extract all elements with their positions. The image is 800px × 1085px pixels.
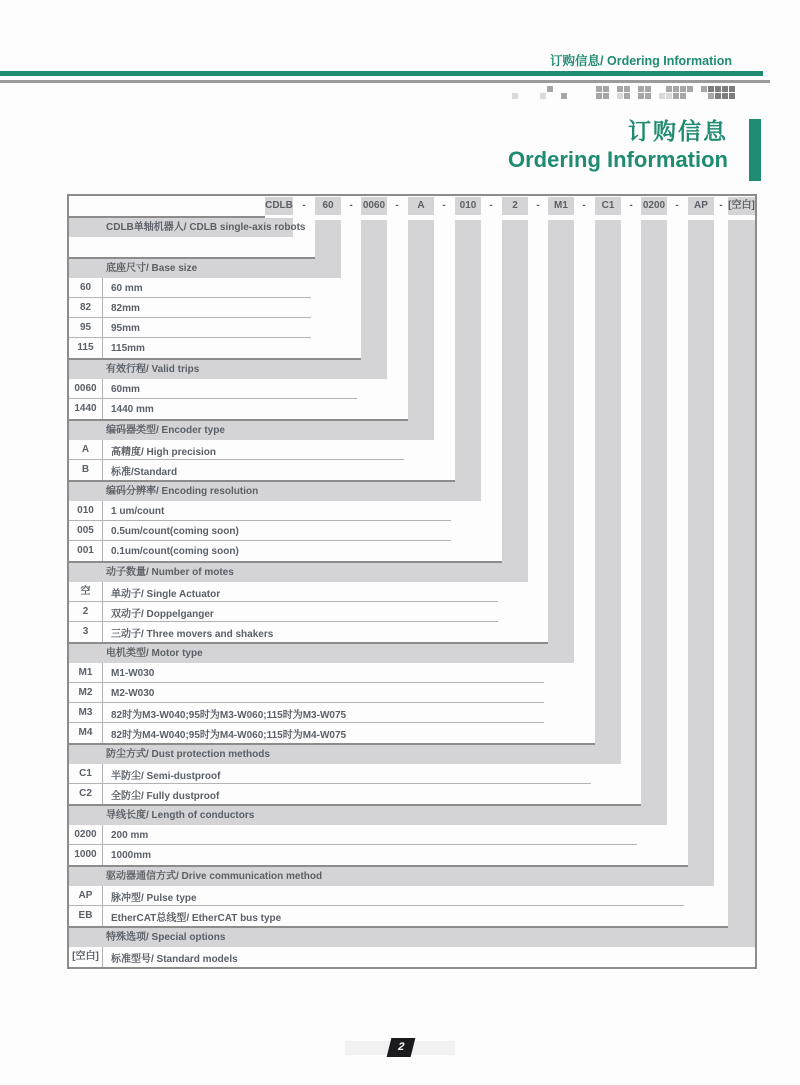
table-row: [69, 298, 755, 318]
option-label: M2-W030: [111, 687, 155, 699]
section-header: 特殊选项/ Special options: [69, 928, 755, 947]
section-dust-protection: [69, 743, 755, 804]
option-label: 三动子/ Three movers and shakers: [111, 628, 274, 640]
option-label: 200 mm: [111, 829, 149, 841]
option-label: 双动子/ Doppelganger: [111, 608, 214, 620]
option-label: 82mm: [111, 302, 140, 314]
option-code: M2: [69, 683, 103, 703]
pixel-decoration-row: [512, 86, 735, 92]
section-header: 编码器类型/ Encoder type: [69, 421, 434, 440]
model-segment: M1: [548, 197, 574, 215]
section-header: 防尘方式/ Dust protection methods: [69, 745, 621, 764]
table-row: [69, 723, 755, 743]
section-header: CDLB单轴机器人/ CDLB single-axis robots: [69, 218, 293, 237]
option-code: 3: [69, 622, 103, 642]
table-row: [69, 622, 755, 642]
table-row: [69, 582, 755, 602]
gray-rule: [0, 80, 770, 83]
segment-separator: -: [489, 200, 493, 211]
section-header: 动子数量/ Number of motes: [69, 563, 528, 582]
table-row: [69, 663, 755, 683]
section-motor-type: [69, 642, 755, 743]
segment-separator: -: [719, 200, 723, 211]
table-row: [69, 460, 755, 480]
pixel-decoration: [512, 86, 735, 100]
table-row: [69, 906, 755, 926]
option-label: EtherCAT总线型/ EtherCAT bus type: [111, 912, 282, 924]
table-row: [69, 764, 755, 784]
option-code: 001: [69, 541, 103, 561]
segment-separator: -: [349, 200, 353, 211]
table-row: [69, 501, 755, 521]
table-row: [69, 784, 755, 804]
table-row: [69, 825, 755, 845]
table-row: [69, 703, 755, 723]
option-label: 标准型号/ Standard models: [111, 953, 238, 965]
section-valid-trips: [69, 358, 755, 419]
option-code: 2: [69, 602, 103, 622]
table-row: [69, 379, 755, 399]
table-row: [69, 947, 755, 967]
option-label: 单动子/ Single Actuator: [111, 588, 221, 600]
section-header: 底座尺寸/ Base size: [69, 259, 341, 278]
model-segment: AP: [688, 197, 714, 215]
segment-separator: -: [582, 200, 586, 211]
option-label: 标准/Standard: [111, 466, 178, 478]
section-header: 电机类型/ Motor type: [69, 644, 574, 663]
option-code: 1000: [69, 845, 103, 865]
ordering-code-table: [67, 194, 757, 969]
option-label: 115mm: [111, 342, 145, 354]
option-label: 全防尘/ Fully dustproof: [111, 790, 220, 802]
option-label: 1 um/count: [111, 505, 165, 517]
option-code: 0060: [69, 379, 103, 399]
model-segment: 60: [315, 197, 341, 215]
option-label: 95mm: [111, 322, 140, 334]
option-label: 高精度/ High precision: [111, 446, 217, 458]
page-number-badge: 2: [387, 1038, 416, 1057]
section-encoding-resolution: [69, 480, 755, 561]
option-code: 005: [69, 521, 103, 541]
section-product-family: [69, 216, 755, 257]
option-label: 82时为M4-W040;95时为M4-W060;115时为M4-W075: [111, 729, 347, 741]
model-segment: 010: [455, 197, 481, 215]
option-label: 脉冲型/ Pulse type: [111, 892, 197, 904]
section-base-size: [69, 257, 755, 358]
option-code: 0200: [69, 825, 103, 845]
option-code: A: [69, 440, 103, 460]
table-row: [69, 440, 755, 460]
segment-separator: -: [302, 200, 306, 211]
model-number-row: [69, 196, 755, 216]
section-encoder-type: [69, 419, 755, 480]
model-segment: A: [408, 197, 434, 215]
option-label: 0.5um/count(coming soon): [111, 525, 239, 537]
option-code: C1: [69, 764, 103, 784]
model-segment: 2: [502, 197, 528, 215]
option-code: M3: [69, 703, 103, 723]
segment-separator: -: [395, 200, 399, 211]
model-segment: C1: [595, 197, 621, 215]
running-header: 订购信息/ Ordering Information: [550, 54, 732, 68]
option-code: 1440: [69, 399, 103, 419]
table-row: [69, 541, 755, 561]
table-row: [69, 602, 755, 622]
model-segment: [空白]: [728, 197, 755, 215]
option-code: AP: [69, 886, 103, 906]
model-segment: 0200: [641, 197, 667, 215]
table-row: [69, 683, 755, 703]
option-label: 60 mm: [111, 282, 143, 294]
section-special-options: [69, 926, 755, 967]
option-code: C2: [69, 784, 103, 804]
model-segment: 0060: [361, 197, 387, 215]
option-code: EB: [69, 906, 103, 926]
option-label: M1-W030: [111, 667, 155, 679]
option-label: 1000mm: [111, 849, 152, 861]
table-row: [69, 278, 755, 298]
option-code: [空白]: [69, 947, 103, 967]
option-code: 空: [69, 582, 103, 602]
page-title-en: Ordering Information: [508, 147, 728, 172]
table-row: [69, 845, 755, 865]
table-row: [69, 318, 755, 338]
segment-separator: -: [629, 200, 633, 211]
model-segment: CDLB: [265, 197, 293, 215]
pixel-decoration-row: [512, 93, 735, 99]
table-row: [69, 399, 755, 419]
option-code: 60: [69, 278, 103, 298]
table-row: [69, 338, 755, 358]
section-drive-communication: [69, 865, 755, 926]
section-conductor-length: [69, 804, 755, 865]
option-label: 1440 mm: [111, 403, 154, 415]
table-row: [69, 886, 755, 906]
option-label: 60mm: [111, 383, 140, 395]
segment-separator: -: [536, 200, 540, 211]
section-header: 驱动器通信方式/ Drive communication method: [69, 867, 714, 886]
section-mover-count: [69, 561, 755, 642]
section-spacer: [69, 237, 755, 257]
option-code: 82: [69, 298, 103, 318]
option-code: 115: [69, 338, 103, 358]
section-header: 有效行程/ Valid trips: [69, 360, 387, 379]
segment-separator: -: [675, 200, 679, 211]
option-code: 010: [69, 501, 103, 521]
option-code: 95: [69, 318, 103, 338]
option-label: 半防尘/ Semi-dustproof: [111, 770, 221, 782]
section-header: 编码分辨率/ Encoding resolution: [69, 482, 481, 501]
option-code: M4: [69, 723, 103, 743]
option-code: B: [69, 460, 103, 480]
teal-rule: [0, 71, 763, 76]
option-label: 0.1um/count(coming soon): [111, 545, 239, 557]
segment-separator: -: [442, 200, 446, 211]
page-title-zh: 订购信息: [628, 118, 728, 144]
section-header: 导线长度/ Length of conductors: [69, 806, 667, 825]
table-row: [69, 521, 755, 541]
option-code: M1: [69, 663, 103, 683]
option-label: 82时为M3-W040;95时为M3-W060;115时为M3-W075: [111, 709, 347, 721]
title-accent-bar: [749, 119, 761, 181]
